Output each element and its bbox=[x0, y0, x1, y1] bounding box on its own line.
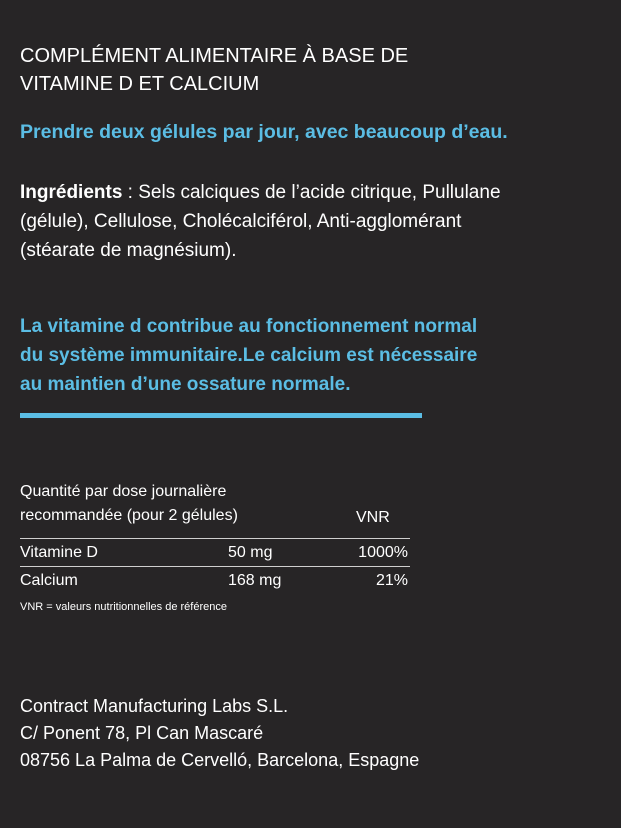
nutrient-vnr: 1000% bbox=[358, 544, 408, 561]
health-claim bbox=[20, 312, 615, 399]
ingredients-line-1 bbox=[20, 178, 615, 207]
health-claim-line-3: au maintien d’une ossature normale. bbox=[20, 374, 351, 395]
manufacturer-address bbox=[20, 693, 610, 774]
product-title-line-2: VITAMINE D ET CALCIUM bbox=[20, 73, 260, 95]
ingredients-text-1: : Sels calciques de l’acide citrique, Pullulane bbox=[122, 182, 501, 203]
nutrient-name: Calcium bbox=[20, 572, 78, 589]
vnr-column-header: VNR bbox=[356, 509, 390, 526]
nutrient-vnr: 21% bbox=[375, 572, 408, 589]
address-line-3: 08756 La Palma de Cervelló, Barcelona, Espagne bbox=[20, 750, 420, 770]
nutrient-amount: 50 mg bbox=[228, 544, 273, 561]
dosage-instructions: Prendre deux gélules par jour, avec beaucoup d’eau. bbox=[20, 121, 508, 143]
product-title bbox=[20, 42, 610, 98]
nutrient-amount: 168 mg bbox=[228, 572, 282, 589]
ingredients-label: Ingrédients bbox=[20, 182, 123, 203]
ingredients-line-3: (stéarate de magnésium). bbox=[20, 240, 237, 261]
table-row bbox=[20, 566, 410, 595]
accent-divider bbox=[20, 413, 422, 418]
nutrient-name: Vitamine D bbox=[20, 544, 98, 561]
ingredients-line-2: (gélule), Cellulose, Cholécalciférol, Anti-agglomérant bbox=[20, 211, 462, 232]
ingredients-block bbox=[20, 178, 615, 265]
health-claim-line-2: du système immunitaire.Le calcium est nécessaire bbox=[20, 345, 478, 366]
health-claim-line-1: La vitamine d contribue au fonctionnement normal bbox=[20, 316, 478, 337]
nutrition-header-line-2: recommandée (pour 2 gélules) bbox=[20, 507, 238, 524]
product-title-line-1: COMPLÉMENT ALIMENTAIRE À BASE DE bbox=[20, 45, 409, 67]
vnr-footnote: VNR = valeurs nutritionnelles de référence bbox=[20, 601, 227, 613]
table-row bbox=[20, 538, 410, 567]
address-line-2: C/ Ponent 78, Pl Can Mascaré bbox=[20, 723, 264, 743]
address-line-1: Contract Manufacturing Labs S.L. bbox=[20, 696, 289, 716]
nutrition-header-line-1: Quantité par dose journalière bbox=[20, 483, 227, 500]
